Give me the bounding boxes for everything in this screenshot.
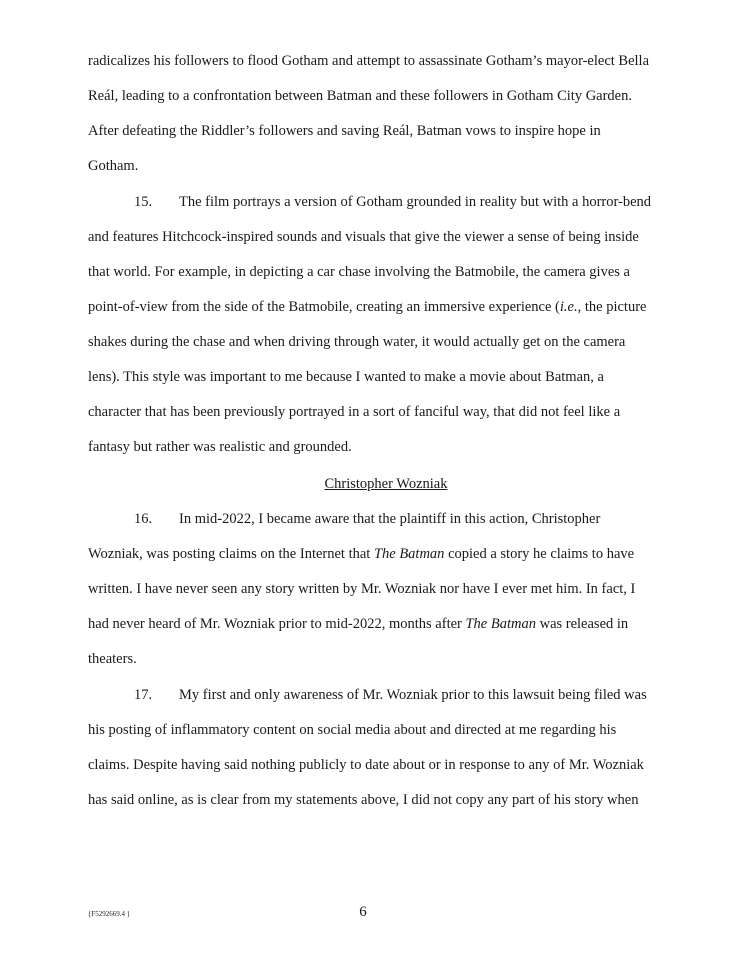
text-line: radicalizes his followers to flood Gotham and attempt to assassinate Gotham’s mayor-elect Bella	[88, 53, 650, 69]
text-span: Wozniak, was posting claims on the Internet that	[88, 546, 374, 562]
text-line: After defeating the Riddler’s followers and saving Reál, Batman vows to inspire hope in	[88, 123, 601, 139]
document-id: {F5292669.4 }	[88, 910, 131, 918]
section-heading-text: Christopher Wozniak	[324, 476, 448, 492]
text-span: In mid-2022, I became aware that the plaintiff in this action, Christopher	[179, 511, 601, 527]
text-span: copied a story he claims to have	[444, 546, 635, 562]
text-span: was released in	[535, 616, 629, 632]
paragraph-17-first-line	[134, 686, 647, 704]
text-line	[88, 615, 628, 633]
text-line: his posting of inflammatory content on social media about and directed at me regarding his	[88, 722, 617, 738]
section-heading	[0, 475, 756, 493]
text-span: had never heard of Mr. Wozniak prior to mid-2022, months after	[88, 616, 466, 632]
paragraph-number: 15.	[134, 194, 153, 210]
paragraph-number: 17.	[134, 687, 153, 703]
paragraph-16-first-line	[134, 510, 600, 528]
text-line	[88, 298, 646, 316]
text-line: that world. For example, in depicting a car chase involving the Batmobile, the camera gives a	[88, 264, 630, 280]
text-line: Reál, leading to a confrontation between Batman and these followers in Gotham City Garden.	[88, 88, 632, 104]
text-line: written. I have never seen any story written by Mr. Wozniak nor have I ever met him. In fact, I	[88, 581, 636, 597]
text-line: character that has been previously portrayed in a sort of fanciful way, that did not feel like a	[88, 404, 621, 420]
text-span: point-of-view from the side of the Batmobile, creating an immersive experience (	[88, 299, 560, 315]
text-span: , the picture	[577, 299, 647, 315]
text-line: claims. Despite having said nothing publicly to date about or in response to any of Mr. Wozniak	[88, 757, 644, 773]
text-line: lens). This style was important to me because I wanted to make a movie about Batman, a	[88, 369, 604, 385]
italic-text: The Batman	[373, 546, 445, 562]
page-number: 6	[359, 904, 367, 920]
text-line: fantasy but rather was realistic and grounded.	[88, 439, 352, 455]
text-line: theaters.	[88, 651, 137, 667]
text-line: Gotham.	[88, 158, 139, 174]
paragraph-15-first-line	[134, 193, 651, 211]
text-line: and features Hitchcock-inspired sounds and visuals that give the viewer a sense of being inside	[88, 229, 639, 245]
text-span: The film portrays a version of Gotham grounded in reality but with a horror-bend	[179, 194, 652, 210]
italic-text: i.e.	[559, 299, 578, 315]
text-line: has said online, as is clear from my statements above, I did not copy any part of his story when	[88, 792, 639, 808]
text-line	[88, 545, 634, 563]
text-line: shakes during the chase and when driving through water, it would actually get on the camera	[88, 334, 626, 350]
paragraph-number: 16.	[134, 511, 153, 527]
text-span: My first and only awareness of Mr. Wozniak prior to this lawsuit being filed was	[179, 687, 647, 703]
italic-text: The Batman	[465, 616, 536, 632]
